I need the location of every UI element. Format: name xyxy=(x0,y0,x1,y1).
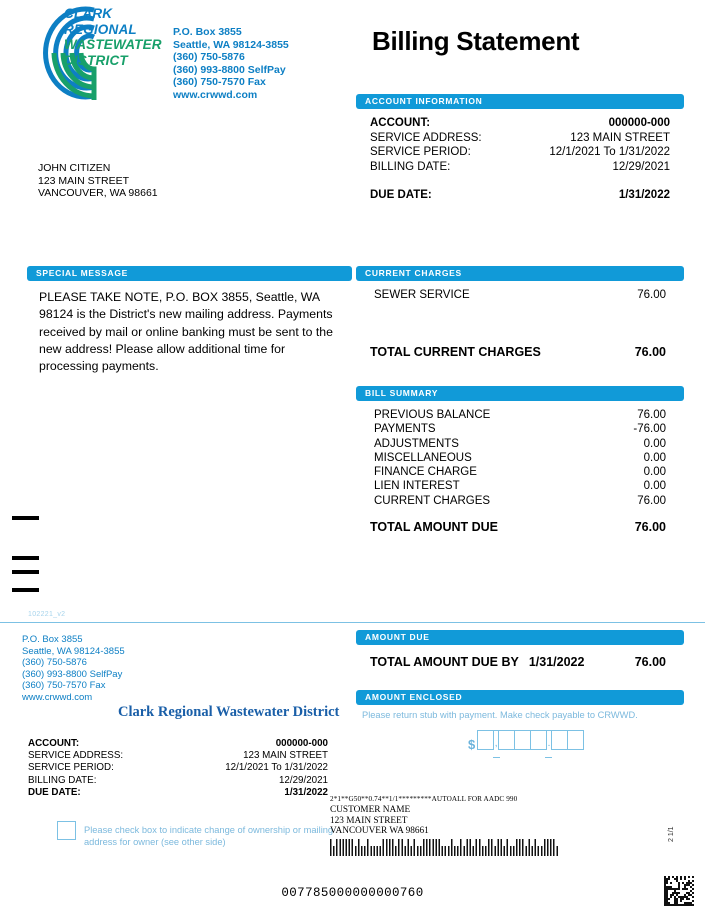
contact-phone: (360) 750-5876 xyxy=(173,51,245,64)
table-row xyxy=(356,494,684,508)
stub-account-value: 000000-000 xyxy=(275,738,328,749)
amount-due-label: TOTAL AMOUNT DUE BY xyxy=(370,655,519,669)
stub-billing-date-label: BILLING DATE: xyxy=(28,774,97,786)
table-row xyxy=(356,451,684,465)
stub-due-date-value: 1/31/2022 xyxy=(284,786,328,798)
table-row xyxy=(356,437,684,451)
account-value: 000000-000 xyxy=(608,117,670,129)
amount-due-date: 1/31/2022 xyxy=(528,655,585,669)
special-message-body: PLEASE TAKE NOTE, P.O. BOX 3855, Seattle, WA 98124 is the District's new mailing address. Payments received by mail or online banking must be sent to the new address! Please allow additional time for processing payments. xyxy=(39,290,333,374)
contact-city: Seattle, WA 98124-3855 xyxy=(173,38,289,51)
contact-selfpay: (360) 993-8800 SelfPay xyxy=(173,63,286,76)
stub-due-date-label: DUE DATE: xyxy=(28,786,81,798)
stub-service-address-label: SERVICE ADDRESS: xyxy=(28,750,124,762)
stub-account-details xyxy=(28,738,328,799)
amount-digit-box[interactable] xyxy=(477,730,494,750)
amount-digit-box[interactable] xyxy=(567,730,584,750)
amount-digit-box[interactable] xyxy=(498,730,515,750)
registration-mark xyxy=(12,516,39,520)
current-charges-label: CURRENT CHARGES xyxy=(374,494,491,507)
amount-due-header: AMOUNT DUE xyxy=(356,630,684,645)
stub-district-name: Clark Regional Wastewater District xyxy=(118,704,340,720)
special-message-section xyxy=(27,266,352,375)
customer-street: 123 MAIN STREET xyxy=(38,174,130,187)
postnet-barcode xyxy=(330,839,560,862)
amount-due-section xyxy=(356,630,684,669)
amount-due-row xyxy=(356,655,684,669)
previous-balance-label: PREVIOUS BALANCE xyxy=(374,409,491,421)
logo-line-district: DISTRICT xyxy=(64,52,128,68)
total-amount-due-label: TOTAL AMOUNT DUE xyxy=(370,520,499,535)
amount-digit-box[interactable] xyxy=(514,730,531,750)
amount-enclosed-header: AMOUNT ENCLOSED xyxy=(356,690,684,705)
service-period-value: 12/1/2021 To 1/31/2022 xyxy=(549,146,670,159)
stub-contact-city: Seattle, WA 98124-3855 xyxy=(22,645,125,657)
amount-entry-boxes[interactable] xyxy=(478,730,584,758)
lien-interest-label: LIEN INTEREST xyxy=(374,480,460,493)
table-row xyxy=(356,160,684,175)
table-row xyxy=(356,479,684,493)
current-charges-value: 76.00 xyxy=(637,494,666,507)
amount-digit-box[interactable] xyxy=(551,730,568,750)
table-row xyxy=(28,738,328,750)
stub-account-label: ACCOUNT: xyxy=(28,738,80,749)
stub-contact-block xyxy=(22,634,125,704)
billing-date-value: 12/29/2021 xyxy=(612,160,670,173)
total-current-charges-value: 76.00 xyxy=(634,345,666,359)
postal-customer-name: CUSTOMER NAME xyxy=(330,805,411,815)
finance-charge-label: FINANCE CHARGE xyxy=(374,466,477,479)
bill-summary-section xyxy=(356,386,684,534)
service-address-label: SERVICE ADDRESS: xyxy=(370,131,482,144)
registration-mark xyxy=(12,588,39,592)
special-message-header: SPECIAL MESSAGE xyxy=(27,266,352,281)
total-amount-due-row xyxy=(356,520,684,534)
registration-mark xyxy=(12,556,39,560)
ocr-scanline: 007785000000000760 xyxy=(281,886,424,900)
form-version-code: 102221_v2 xyxy=(28,611,66,618)
page-title: Billing Statement xyxy=(372,26,580,56)
postal-address-block xyxy=(330,805,429,837)
account-label: ACCOUNT: xyxy=(370,117,431,129)
table-row xyxy=(28,762,328,774)
adjustments-label: ADJUSTMENTS xyxy=(374,437,459,450)
account-information-header: ACCOUNT INFORMATION xyxy=(356,94,684,109)
billing-date-label: BILLING DATE: xyxy=(370,160,451,173)
amount-digit-box[interactable] xyxy=(530,730,547,750)
logo-line-wastewater: WASTEWATER xyxy=(64,37,162,52)
current-charges-section xyxy=(356,266,684,359)
stub-contact-fax: (360) 750-7570 Fax xyxy=(22,680,106,692)
adjustments-value: 0.00 xyxy=(643,437,666,450)
table-row xyxy=(356,422,684,436)
customer-name: JOHN CITIZEN xyxy=(38,162,111,174)
table-row xyxy=(356,465,684,479)
amount-comma-separator: , xyxy=(493,730,500,758)
logo-line-regional: REGIONAL xyxy=(64,21,137,37)
amount-period-separator: . xyxy=(545,730,552,758)
stub-contact-phone: (360) 750-5876 xyxy=(22,657,87,669)
table-row xyxy=(28,787,328,799)
logo-line-clark: CLARK xyxy=(64,6,113,21)
finance-charge-value: 0.00 xyxy=(643,466,666,479)
stub-service-address-value: 123 MAIN STREET xyxy=(243,750,328,762)
postal-street: 123 MAIN STREET xyxy=(330,815,408,826)
page-marker: 2 1/1 xyxy=(668,826,675,842)
amount-enclosed-entry[interactable] xyxy=(356,730,684,758)
stub-service-period-label: SERVICE PERIOD: xyxy=(28,762,114,774)
stub-contact-po-box: P.O. Box 3855 xyxy=(22,634,83,645)
ownership-change-checkbox[interactable] xyxy=(57,821,76,840)
contact-po-box: P.O. Box 3855 xyxy=(173,26,242,38)
stub-contact-website[interactable]: www.crwwd.com xyxy=(22,691,93,703)
logo-wordmark xyxy=(64,6,162,68)
due-date-row xyxy=(356,188,684,203)
stub-service-period-value: 12/1/2021 To 1/31/2022 xyxy=(225,762,328,774)
service-address-value: 123 MAIN STREET xyxy=(570,131,670,144)
header-contact-block xyxy=(173,26,289,102)
registration-mark xyxy=(12,570,39,574)
charge-value: 76.00 xyxy=(637,289,666,301)
stub-billing-date-value: 12/29/2021 xyxy=(278,774,328,786)
table-row xyxy=(356,131,684,146)
table-row xyxy=(28,775,328,787)
stub-divider xyxy=(0,622,705,623)
ownership-change-label: Please check box to indicate change of ownership or mailing address for owner (see other side) xyxy=(84,825,334,848)
table-row xyxy=(356,408,684,422)
total-current-charges-row xyxy=(356,345,684,359)
table-row xyxy=(356,116,684,131)
previous-balance-value: 76.00 xyxy=(637,409,666,421)
service-period-label: SERVICE PERIOD: xyxy=(370,146,471,159)
table-row xyxy=(356,145,684,160)
customer-mailing-address xyxy=(38,162,158,200)
bill-summary-header: BILL SUMMARY xyxy=(356,386,684,401)
table-row xyxy=(356,288,684,303)
total-amount-due-value: 76.00 xyxy=(634,520,666,535)
due-date-value: 1/31/2022 xyxy=(618,189,670,202)
miscellaneous-label: MISCELLANEOUS xyxy=(374,451,472,464)
amount-enclosed-section xyxy=(356,690,684,758)
lien-interest-value: 0.00 xyxy=(643,480,666,493)
account-information-section xyxy=(356,94,684,203)
payments-value: -76.00 xyxy=(633,423,666,436)
miscellaneous-value: 0.00 xyxy=(643,451,666,464)
currency-symbol: $ xyxy=(468,736,476,752)
table-row xyxy=(28,750,328,762)
charge-label: SEWER SERVICE xyxy=(374,289,470,301)
amount-due-value: 76.00 xyxy=(634,655,666,669)
customer-citystate: VANCOUVER, WA 98661 xyxy=(38,187,158,200)
postal-endorsement-line: 2*1**G50**0.74**1/1*********AUTOALL FOR AADC 990 xyxy=(330,795,518,803)
contact-fax: (360) 750-7570 Fax xyxy=(173,76,266,89)
total-current-charges-label: TOTAL CURRENT CHARGES xyxy=(370,345,541,359)
amount-enclosed-note: Please return stub with payment. Make check payable to CRWWD. xyxy=(362,710,638,720)
current-charges-header: CURRENT CHARGES xyxy=(356,266,684,281)
payments-label: PAYMENTS xyxy=(374,423,436,436)
due-date-label: DUE DATE: xyxy=(370,189,432,202)
contact-website[interactable]: www.crwwd.com xyxy=(173,88,258,101)
stub-contact-selfpay: (360) 993-8800 SelfPay xyxy=(22,668,123,680)
postal-citystate: VANCOUVER WA 98661 xyxy=(330,826,429,837)
